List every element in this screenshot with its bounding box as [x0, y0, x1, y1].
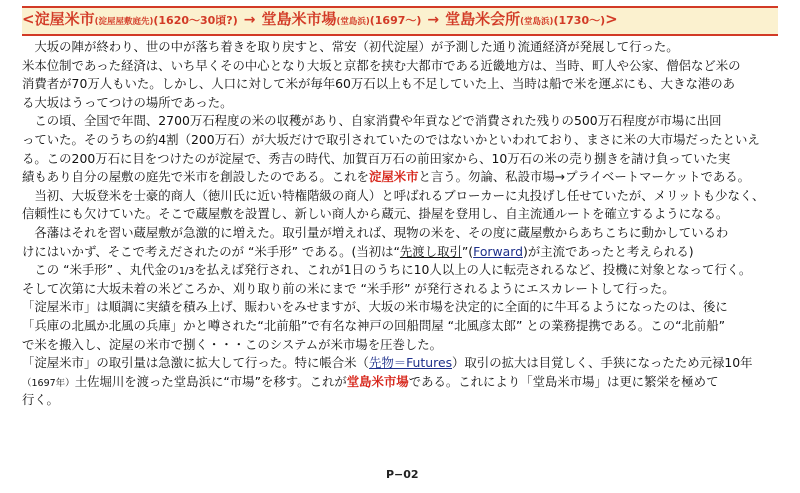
title-banner: [22, 6, 778, 36]
text-segment: )が主流であったと考えられる): [522, 243, 694, 259]
text-segment: 「淀屋米市」の取引量は急激に拡大して行った。特に帳合米（: [22, 355, 369, 371]
page-number: P−02: [386, 468, 419, 481]
text-line: この頃、全国で年間、2700万石程度の米の収穫があり、自家消費や年貢などで消費された残りの500万石程度が市場に出回: [22, 113, 722, 129]
text-line: 当初、大坂登米を士豪的商人（徳川氏に近い特権階級の商人）と呼ばれるブローカーに丸投げし任せていたが、メリットも少なく、: [22, 187, 765, 203]
body-text: [22, 38, 786, 410]
term-forward: Forward: [473, 243, 523, 259]
text-line: そして次第に大坂未着の米どころか、刈り取り前の米にまで “米手形” が発行されるようにエスカレートして行った。: [22, 280, 675, 296]
text-line: 米本位制であった経済は、いち早くその中心となり大坂と京都を挟む大都市である近畿地方は、当時、町人や公家、僧侶など米の: [22, 57, 741, 73]
title-dojima-market-years: (1697〜): [369, 14, 422, 27]
text-line: っていた。そのうちの約4割（200万石）が大坂だけで取引されていたのではないかといわれており、まさに米の大市場だったといえ: [22, 131, 760, 147]
text-line: 各藩はそれを習い蔵屋敷が急激的に増えた。取引量が増えれば、現物の米を、その度に蔵屋敷からあちこちに動かしているわ: [22, 224, 729, 240]
text-segment: と言う。勿論、私設市場→プライベートマーケットである。: [418, 169, 751, 185]
title-closing-bracket: >: [605, 10, 618, 28]
text-segment: けにはいかず、そこで考えだされたのが “米手形” である。(当初は“: [22, 243, 400, 259]
text-line: 「兵庫の北風か北風の兵庫」かと噂された“北前船”で有名な神戸の回船問屋 “北風彦太郎” との業務提携である。この“北前船”: [22, 317, 726, 333]
text-line: [22, 373, 786, 392]
title-dojima-exchange-years: (1730〜): [553, 14, 606, 27]
text-segment: を払えば発行され、これが1日のうちに10人以上の人に転売されるなど、投機に対象となって行く。: [194, 262, 752, 278]
text-line: [22, 243, 786, 262]
text-segment: 績もあり自分の屋敷の庭先で米市を創設したのである。これを: [22, 169, 369, 185]
text-line: で米を搬入し、淀屋の米市で捌く・・・このシステムが米市場を圧巻した。: [22, 336, 443, 352]
text-line: 消費者が70万人もいた。しかし、人口に対して米が毎年60万石以上も不足していた上、当時は船で米を運ぶにも、大きな港のあ: [22, 76, 736, 92]
text-line: [22, 261, 786, 280]
term-futures: 先物＝Futures: [368, 355, 453, 371]
text-segment: ）取引の拡大は目覚しく、手狭になったため元禄10年: [452, 355, 753, 371]
text-segment: である。これにより「堂島米市場」は更に繁栄を極めて: [408, 373, 719, 389]
text-segment: ”(: [461, 243, 474, 259]
title-dojima-market-location: (堂島浜): [336, 17, 370, 27]
right-arrow-icon: →: [427, 12, 440, 28]
year-text: （1697年）: [22, 377, 75, 389]
text-line: [22, 168, 786, 187]
title-dojima-rice-market: 堂島米市場: [261, 10, 337, 28]
text-segment: 土佐堀川を渡った堂島浜に“市場”を移す。これが: [74, 373, 347, 389]
text-line: 大坂の陣が終わり、世の中が落ち着きを取り戻すと、常安（初代淀屋）が予測した通り流通経済が発展して行った。: [22, 39, 679, 54]
right-arrow-icon: →: [243, 12, 256, 28]
term-forward-dealing: 先渡し取引: [399, 243, 462, 259]
title-yodoya-location: (淀屋屋敷庭先): [94, 17, 154, 27]
title-yodoya-rice-market: <淀屋米市: [22, 10, 95, 28]
title-dojima-exchange-location: (堂島浜): [520, 17, 554, 27]
text-line: る。この200万石に目をつけたのが淀屋で、秀吉の時代、加賀百万石の前田家から、10万石の米の売り捌きを請け負っていた実: [22, 150, 731, 166]
text-line: 行く。: [22, 392, 59, 408]
title-yodoya-years: (1620〜30頃?): [153, 14, 238, 27]
highlight-yodoya-rice-market: 淀屋米市: [368, 169, 419, 185]
fraction-text: 1/3: [179, 266, 195, 278]
text-line: 「淀屋米市」は順調に実績を積み上げ、賑わいをみせますが、大坂の米市場を決定的に全面的に牛耳るようになったのは、後に: [22, 299, 728, 315]
text-line: る大坂はうってつけの場所であった。: [22, 94, 233, 110]
text-line: 信頼性にも欠けていた。そこで蔵屋敷を設置し、新しい商人から蔵元、掛屋を登用し、自主流通ルートを確立するようになる。: [22, 206, 729, 222]
text-line: [22, 354, 786, 373]
title-dojima-exchange: 堂島米会所: [445, 10, 521, 28]
text-segment: この “米手形” 、丸代金の: [22, 262, 180, 278]
highlight-dojima-rice-market: 堂島米市場: [346, 373, 409, 389]
